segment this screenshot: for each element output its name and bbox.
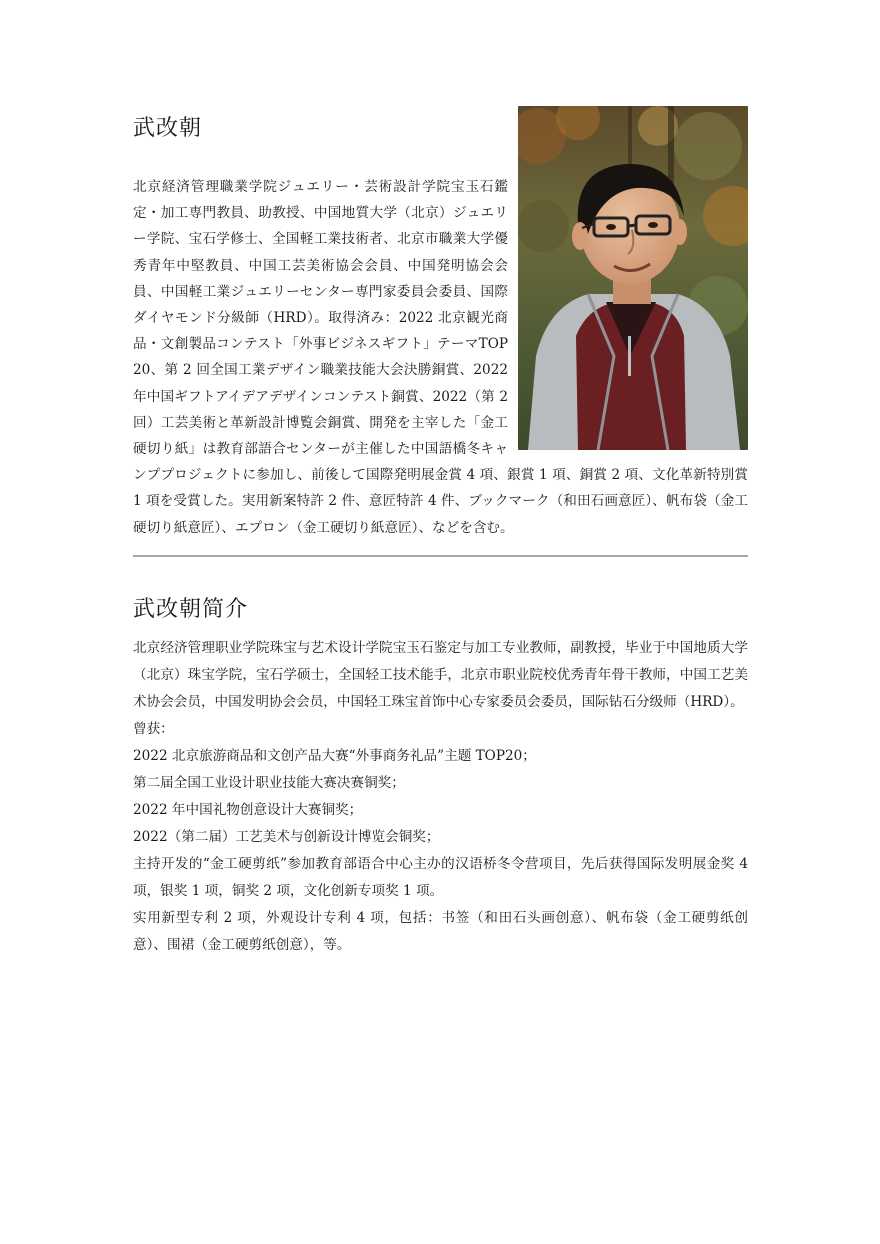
document-page: [133, 104, 748, 959]
award-line: 曾获：: [133, 720, 174, 737]
award-line: 第二届全国工业设计职业技能大赛决赛铜奖；: [133, 774, 405, 791]
section-title-zh: 武改朝简介: [133, 596, 249, 622]
award-line: 2022 北京旅游商品和文创产品大赛“外事商务礼品”主题 TOP20；: [133, 747, 536, 764]
award-line: 主持开发的“金工硬剪纸”参加教育部语合中心主办的汉语桥冬令营项目，先后获得国际发明展金奖 4 项，银奖 1 项，铜奖 2 项，文化创新专项奖 1 项。: [133, 855, 748, 899]
portrait-photo: [518, 106, 748, 450]
award-line: 2022 年中国礼物创意设计大赛铜奖；: [133, 801, 363, 818]
section-divider: [133, 555, 748, 557]
award-line: 实用新型专利 2 项，外观设计专利 4 项，包括：书签（和田石头画创意）、帆布袋（金工硬剪纸创意）、围裙（金工硬剪纸创意），等。: [133, 909, 748, 953]
award-line: 2022（第二届）工艺美术与创新设计博览会铜奖；: [133, 828, 440, 845]
bio-text-ja: 北京経済管理職業学院ジュエリー・芸術設計学院宝玉石鑑定・加工専門教員、助教授、中国地質大学（北京）ジュエリー学院、宝石学修士、全国軽工業技術者、北京市職業大学優秀青年中堅教員、中国工芸美術協会会員、中国発明協会会員、中国軽工業ジュエリーセンター専門家委員会委員、国際ダイヤモンド分級師（HRD）。取得済み：2022 北京観光商品・文創製品コンテスト「外事ビジネスギフト」テーマTOP 20、第 2 回全国工業デザイン職業技能大会決勝銅賞、2022 年中国ギフトアイデアデザインコンテスト銅賞、2022（第 2 回）工芸美術と革新設計博覧会銅賞、開発を主宰した「金工硬切り紙」は教育部語合センターが主催した中国語橋冬キャンププロジェクトに参加し、前後して国際発明展金賞 4 項、銀賞 1 項、銅賞 2 項、文化革新特別賞 1 項を受賞した。実用新案特許 2 件、意匠特許 4 件、ブックマーク（和田石画意匠）、帆布袋（金工硬切り紙意匠）、エプロン（金工硬切り紙意匠）、などを含む。: [133, 179, 748, 536]
section-title-ja: 武改朝: [133, 116, 203, 141]
portrait-illustration: [518, 106, 748, 450]
bio-text-zh: 北京经济管理职业学院珠宝与艺术设计学院宝玉石鉴定与加工专业教师，副教授，毕业于中国地质大学（北京）珠宝学院，宝石学硕士，全国轻工技术能手，北京市职业院校优秀青年骨干教师，中国工艺美术协会会员，中国发明协会会员，中国轻工珠宝首饰中心专家委员会委员，国际钻石分级师（HRD）。: [133, 639, 748, 710]
